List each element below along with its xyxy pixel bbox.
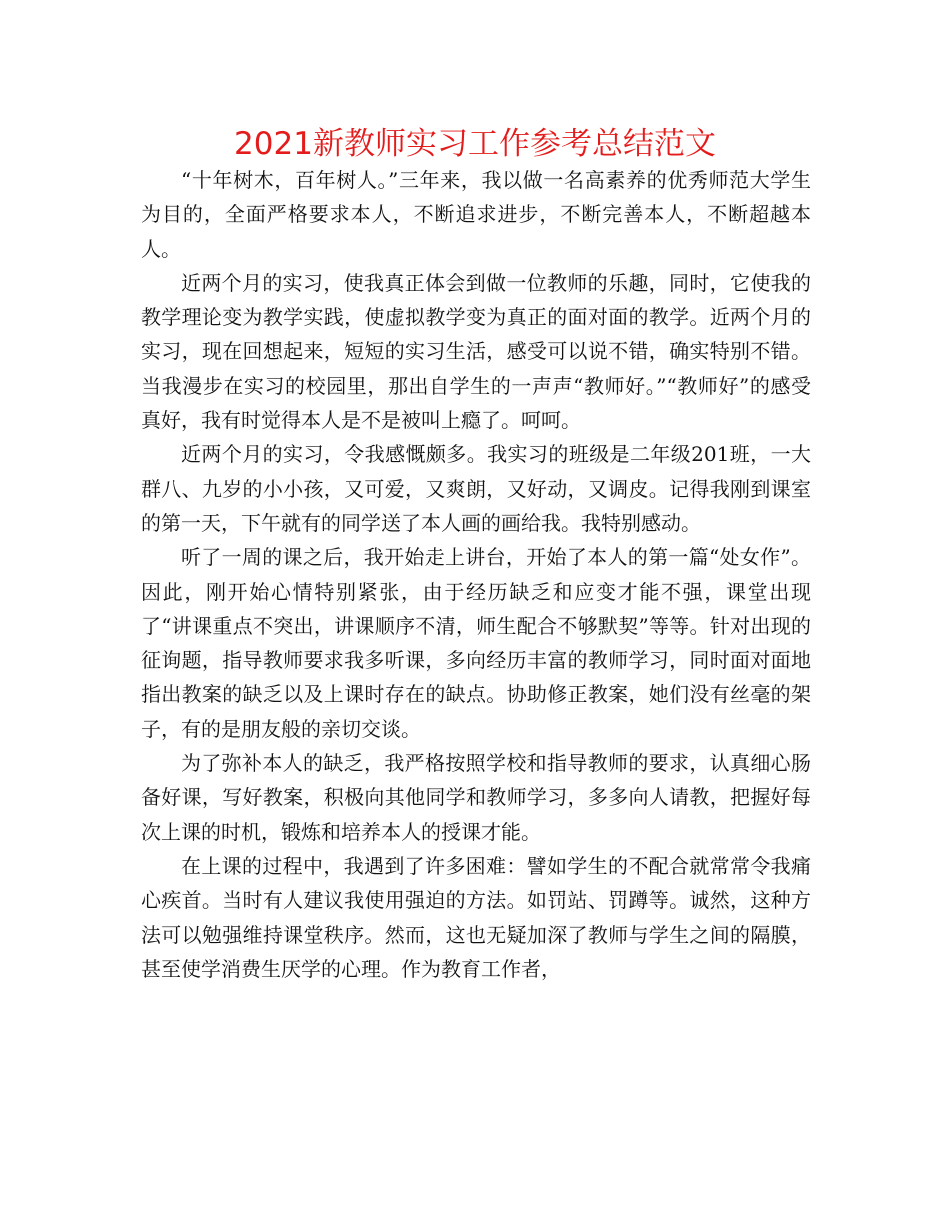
document-title: 2021新教师实习工作参考总结范文 bbox=[234, 126, 716, 162]
document-body bbox=[141, 163, 811, 986]
paragraph-2: 近两个月的实习，使我真正体会到做一位教师的乐趣，同时，它使我的教学理论变为教学实践，使虚拟教学变为真正的面对面的教学。近两个月的实习，现在回想起来，短短的实习生活，感受可以说不错，确实特别不错。当我漫步在实习的校园里，那出自学生的一声声“教师好。”“教师好”的感受真好，我有时觉得本人是不是被叫上瘾了。呵呵。 bbox=[141, 270, 811, 433]
paragraph-5: 为了弥补本人的缺乏，我严格按照学校和指导教师的要求，认真细心肠备好课，写好教案，积极向其他同学和教师学习，多多向人请教，把握好每次上课的时机，锻炼和培养本人的授课才能。 bbox=[141, 751, 811, 844]
paragraph-6: 在上课的过程中，我遇到了许多困难：譬如学生的不配合就常常令我痛心疾首。当时有人建议我使用强迫的方法。如罚站、罚蹲等。诚然，这种方法可以勉强维持课堂秩序。然而，这也无疑加深了教师与学生之间的隔膜，甚至使学消费生厌学的心理。作为教育工作者， bbox=[141, 853, 811, 981]
paragraph-3: 近两个月的实习，令我感慨颇多。我实习的班级是二年级201班，一大群八、九岁的小小孩，又可爱，又爽朗，又好动，又调皮。记得我刚到课室的第一天，下午就有的同学送了本人画的画给我。我特别感动。 bbox=[141, 442, 811, 535]
paragraph-1: “十年树木，百年树人。”三年来，我以做一名高素养的优秀师范大学生为目的，全面严格要求本人，不断追求进步，不断完善本人，不断超越本人。 bbox=[141, 168, 811, 261]
paragraph-4: 听了一周的课之后，我开始走上讲台，开始了本人的第一篇“处女作”。因此，刚开始心情特别紧张，由于经历缺乏和应变才能不强，课堂出现了“讲课重点不突出，讲课顺序不清，师生配合不够默契”等等。针对出现的征询题，指导教师要求我多听课，多向经历丰富的教师学习，同时面对面地指出教案的缺乏以及上课时存在的缺点。协助修正教案，她们没有丝毫的架子，有的是朋友般的亲切交谈。 bbox=[141, 545, 811, 741]
